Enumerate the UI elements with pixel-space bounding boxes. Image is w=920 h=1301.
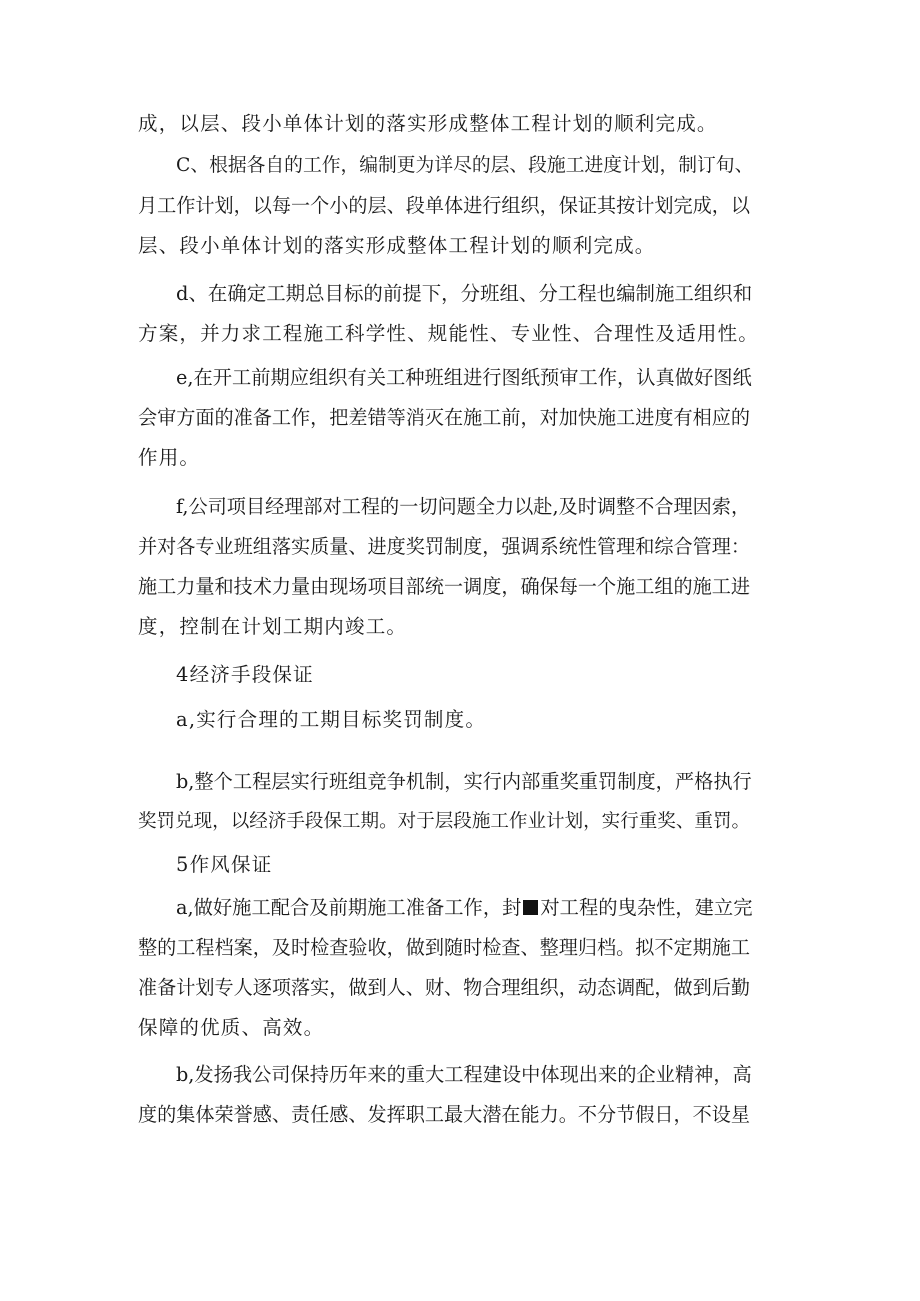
heading-text: 5作风保证 <box>176 853 273 876</box>
text-line: 并对各专业班组落实质量、进度奖罚制度，强调系统性管理和综合管理： <box>138 535 750 558</box>
paragraph-item-a-economic <box>138 700 788 740</box>
section-heading-4 <box>138 655 788 695</box>
text-line: e,在开工前期应组织有关工种班组进行图纸预审工作，认真做好图纸 <box>176 366 752 389</box>
text-line: 整的工程档案，及时检查验收，做到随时检查、整理归档。拟不定期施工 <box>138 936 750 959</box>
paragraph-item-a-style <box>138 888 788 1048</box>
text-line: b,发扬我公司保持历年来的重大工程建设中体现出来的企业精神，高 <box>176 1063 752 1086</box>
text-line: 成，以层、段小单体计划的落实形成整体工程计划的顺利完成。 <box>138 112 718 135</box>
paragraph-item-e <box>138 358 788 478</box>
paragraph-item-d <box>138 274 788 354</box>
text-line: 层、段小单体计划的落实形成整体工程计划的顺利完成。 <box>138 234 656 257</box>
paragraph-item-b-economic <box>138 762 788 842</box>
text-line: 施工力量和技术力量由现场项目部统一调度，确保每一个施工组的施工进 <box>138 575 750 598</box>
paragraph-item-c <box>138 146 788 266</box>
text-line: 度的集体荣誉感、责任感、发挥职工最大潜在能力。不分节假日，不设星 <box>138 1103 750 1126</box>
text-line: 准备计划专人逐项落实，做到人、财、物合理组织，动态调配，做到后勤 <box>138 976 750 999</box>
text-line: 会审方面的准备工作，把差错等消灭在施工前，对加快施工进度有相应的 <box>138 406 750 429</box>
text-segment: a,做好施工配合及前期施工准备工作，封 <box>176 896 522 919</box>
text-line: 作用。 <box>138 446 201 469</box>
text-segment: 对工程的曳杂性，建立完 <box>540 896 753 919</box>
text-line: 方案，并力求工程施工科学性、规能性、专业性、合理性及适用性。 <box>138 322 760 345</box>
text-line: 保障的优质、高效。 <box>138 1016 325 1039</box>
section-heading-5 <box>138 845 788 885</box>
paragraph-item-f <box>138 487 788 647</box>
text-line: a,实行合理的工期目标奖罚制度。 <box>176 708 487 731</box>
text-line: d、在确定工期总目标的前提下，分班组、分工程也编制施工组织和 <box>176 282 753 305</box>
text-line: b,整个工程层实行班组竞争机制，实行内部重奖重罚制度，严格执行 <box>176 770 752 793</box>
heading-text: 4经济手段保证 <box>176 663 314 686</box>
redaction-block-icon <box>523 900 538 915</box>
text-line: 度，控制在计划工期内竣工。 <box>138 615 408 638</box>
text-line: f,公司项目经理部对工程的一切问题全力以赴,及时调整不合理因索， <box>176 495 751 518</box>
text-line: 奖罚兑现，以经济手段保工期。对于层段施工作业计划，实行重奖、重罚。 <box>138 811 751 832</box>
text-line: 月工作计划，以每一个小的层、段单体进行组织，保证其按计划完成，以 <box>138 194 750 217</box>
text-line: C、根据各自的工作，编制更为详尽的层、段施工进度计划，制订旬、 <box>176 155 754 176</box>
text-line <box>138 888 788 928</box>
paragraph-item-b-style <box>138 1055 788 1135</box>
paragraph-continuation <box>138 104 788 144</box>
